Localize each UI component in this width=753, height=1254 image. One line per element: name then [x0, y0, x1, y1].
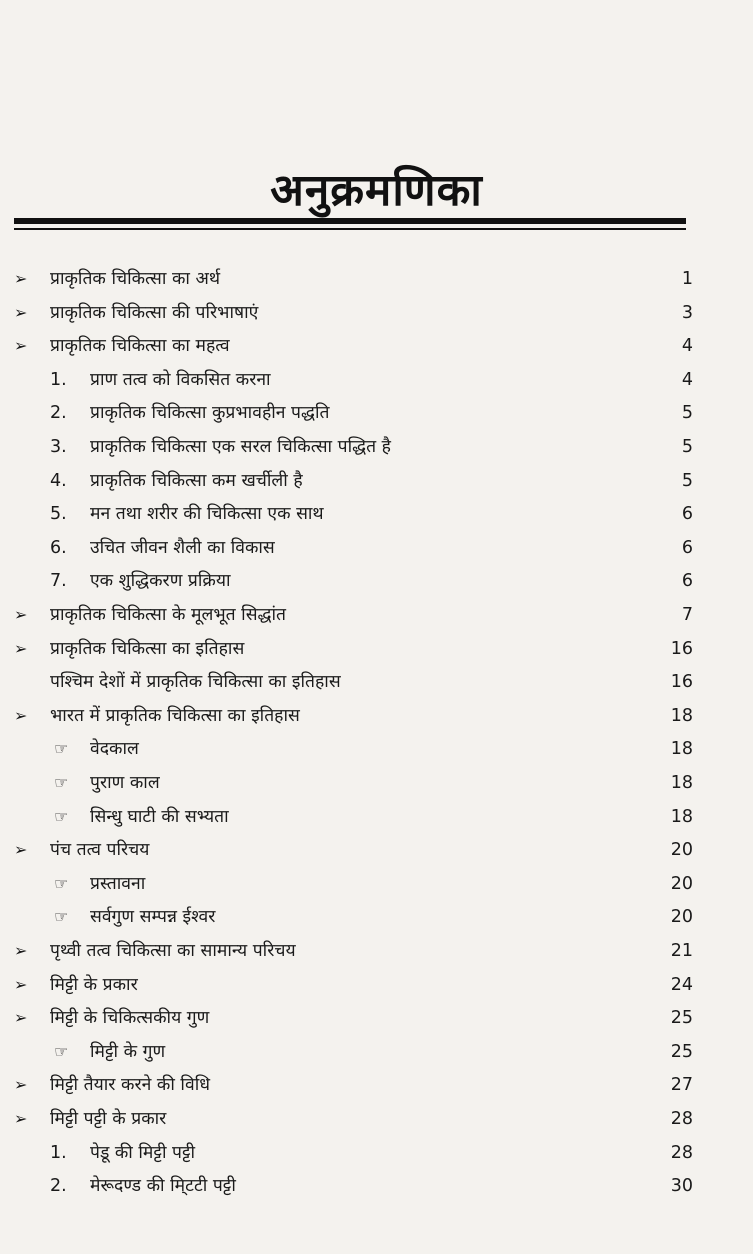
toc-entry — [0, 329, 753, 363]
toc-entry-title: प्राकृतिक चिकित्सा कम खर्चीली है — [90, 470, 303, 491]
toc-page-number: 16 — [670, 638, 693, 659]
pointing-hand-icon: ☞ — [54, 907, 69, 927]
toc-page-number: 7 — [681, 605, 693, 625]
toc-page-number: 30 — [670, 1176, 693, 1197]
toc-entry-number: 3. — [50, 437, 67, 457]
toc-entry-title: सिन्धु घाटी की सभ्यता — [90, 806, 229, 827]
toc-page-number: 21 — [670, 941, 693, 961]
pointing-hand-icon: ☞ — [54, 773, 69, 792]
toc-entry — [0, 296, 753, 330]
toc-entry — [0, 464, 753, 498]
toc-entry-title: मिट्टी के चिकित्सकीय गुण — [50, 1008, 210, 1029]
toc-entry-title: मिट्टी पट्टी के प्रकार — [50, 1109, 167, 1129]
toc-entry — [0, 833, 753, 867]
toc-entry-title: भारत में प्राकृतिक चिकित्सा का इतिहास — [50, 705, 300, 726]
toc-entry — [0, 934, 753, 968]
toc-entry — [0, 665, 753, 699]
toc-entry-title: मन तथा शरीर की चिकित्सा एक साथ — [90, 504, 324, 525]
toc-entry — [0, 968, 753, 1002]
pointing-hand-icon: ☞ — [54, 739, 69, 759]
toc-entry — [0, 564, 753, 598]
toc-entry — [0, 1136, 753, 1170]
arrow-bullet-icon: ➢ — [14, 1109, 28, 1128]
toc-entry — [0, 800, 753, 834]
toc-entry — [0, 1102, 753, 1136]
toc-entry — [0, 363, 753, 397]
toc-entry-title: पुराण काल — [90, 773, 160, 793]
toc-entry-title: मिट्टी के गुण — [90, 1041, 166, 1062]
toc-entry — [0, 497, 753, 531]
toc-entry-title: प्राकृतिक चिकित्सा का इतिहास — [50, 638, 245, 659]
pointing-hand-icon: ☞ — [54, 873, 69, 893]
toc-entry — [0, 1035, 753, 1069]
toc-page-number: 1 — [681, 269, 693, 289]
arrow-bullet-icon: ➢ — [14, 941, 28, 960]
toc-page-number: 3 — [681, 302, 693, 323]
toc-entry — [0, 766, 753, 800]
toc-page-number: 18 — [670, 705, 693, 726]
toc-page-number: 4 — [681, 336, 693, 357]
toc-entry — [0, 867, 753, 901]
toc-page-number: 16 — [670, 672, 693, 693]
pointing-hand-icon: ☞ — [54, 806, 69, 826]
toc-entry-title: पेडू की मिट्टी पट्टी — [90, 1142, 196, 1163]
toc-page-number: 18 — [670, 773, 693, 793]
arrow-bullet-icon: ➢ — [14, 1008, 28, 1028]
toc-entry — [0, 1169, 753, 1203]
toc-entry — [0, 632, 753, 666]
toc-entry-title: उचित जीवन शैली का विकास — [90, 537, 275, 558]
toc-entry-title: पृथ्वी तत्व चिकित्सा का सामान्य परिचय — [50, 941, 296, 961]
toc-entry-title: मिट्टी तैयार करने की विधि — [50, 1075, 210, 1096]
toc-entry-title: प्रस्तावना — [90, 873, 146, 894]
toc-entry-title: मेरूदण्ड की मि्टटी पट्टी — [90, 1176, 236, 1197]
arrow-bullet-icon: ➢ — [14, 840, 28, 860]
toc-entry — [0, 1068, 753, 1102]
toc-entry-title: प्राकृतिक चिकित्सा का महत्व — [50, 336, 230, 357]
toc-entry-title: प्राकृतिक चिकित्सा का अर्थ — [50, 269, 221, 289]
toc-entry-title: प्राकृतिक चिकित्सा एक सरल चिकित्सा पद्धित है — [90, 437, 391, 457]
toc-entry-title: सर्वगुण सम्पन्न ईश्वर — [90, 907, 216, 928]
toc-page-number: 24 — [670, 974, 693, 995]
toc-entry-title: प्राण तत्व को विकसित करना — [90, 369, 271, 390]
toc-entry — [0, 598, 753, 632]
toc-entry — [0, 262, 753, 296]
toc-entry-title: एक शुद्धिकरण प्रक्रिया — [90, 571, 231, 592]
toc-page-number: 6 — [681, 537, 693, 558]
toc-page-number: 25 — [670, 1041, 693, 1062]
toc-entry — [0, 732, 753, 766]
arrow-bullet-icon: ➢ — [14, 336, 28, 356]
toc-page-number: 18 — [670, 806, 693, 827]
arrow-bullet-icon: ➢ — [14, 638, 28, 658]
toc-entry-number: 4. — [50, 470, 67, 491]
toc-entry — [0, 1001, 753, 1035]
toc-page-number: 20 — [670, 840, 693, 861]
toc-entry — [0, 396, 753, 430]
title-rule-thick — [14, 218, 686, 224]
title-rule-thin — [14, 228, 686, 230]
toc-page-number: 5 — [681, 403, 693, 424]
arrow-bullet-icon: ➢ — [14, 705, 28, 725]
toc-entry-title: प्राकृतिक चिकित्सा के मूलभूत सिद्धांत — [50, 605, 287, 625]
toc-entry-number: 1. — [50, 1142, 67, 1163]
toc-entry-number: 2. — [50, 403, 67, 424]
toc-page-number: 5 — [681, 470, 693, 491]
toc-entry — [0, 430, 753, 464]
arrow-bullet-icon: ➢ — [14, 269, 28, 288]
toc-page-number: 20 — [670, 873, 693, 894]
toc-entry-title: पश्चिम देशों में प्राकृतिक चिकित्सा का इतिहास — [50, 672, 341, 693]
page-title: अनुक्रमणिका — [270, 165, 483, 216]
toc-page-number: 6 — [681, 504, 693, 525]
toc-page-number: 25 — [670, 1008, 693, 1029]
toc-entry-number: 6. — [50, 537, 67, 558]
toc-page-number: 20 — [670, 907, 693, 928]
toc-page-number: 5 — [681, 437, 693, 457]
toc-entry-number: 2. — [50, 1176, 67, 1197]
toc-entry-number: 7. — [50, 571, 67, 592]
toc-page-number: 4 — [681, 369, 693, 390]
toc-entry — [0, 699, 753, 733]
arrow-bullet-icon: ➢ — [14, 605, 28, 624]
toc-entry-title: पंच तत्व परिचय — [50, 840, 150, 861]
toc-entry-title: मिट्टी के प्रकार — [50, 974, 138, 995]
toc-page-number: 28 — [670, 1109, 693, 1129]
toc-entry-title: प्राकृतिक चिकित्सा कुप्रभावहीन पद्धति — [90, 403, 330, 424]
toc-page-number: 27 — [670, 1075, 693, 1096]
toc-page-number: 6 — [681, 571, 693, 592]
toc-entry — [0, 531, 753, 565]
arrow-bullet-icon: ➢ — [14, 1075, 28, 1095]
toc-entry-number: 5. — [50, 504, 67, 525]
arrow-bullet-icon: ➢ — [14, 302, 28, 322]
pointing-hand-icon: ☞ — [54, 1041, 69, 1061]
toc-page-number: 18 — [670, 739, 693, 760]
toc-entry-title: वेदकाल — [90, 739, 139, 760]
toc-entry-title: प्राकृतिक चिकित्सा की परिभाषाएं — [50, 302, 259, 323]
toc-page-number: 28 — [670, 1142, 693, 1163]
toc-entry — [0, 900, 753, 934]
toc-entry-number: 1. — [50, 369, 67, 390]
arrow-bullet-icon: ➢ — [14, 974, 28, 994]
